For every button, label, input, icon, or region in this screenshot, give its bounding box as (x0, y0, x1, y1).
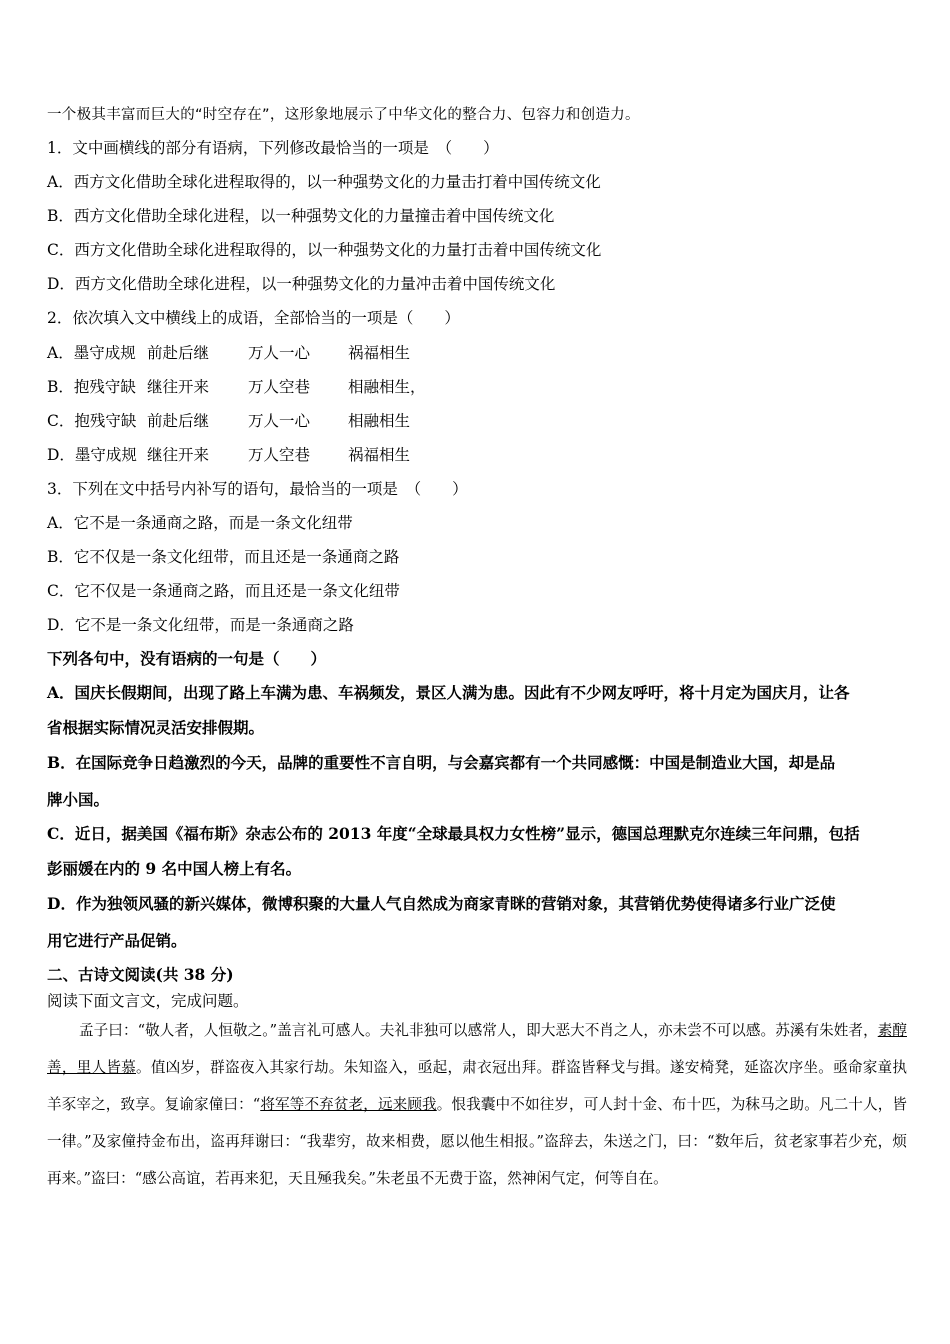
q3-stem: 3．下列在文中括号内补写的语句，最恰当的一项是 （ ） (47, 480, 468, 498)
q2-c-idiom-4: 相融相生 (348, 412, 411, 430)
q4-option-d-line2: 用它进行产品促销。 (47, 931, 187, 950)
q4-stem: 下列各句中，没有语病的一句是（ ） (47, 649, 327, 668)
q1-option-a: A．西方文化借助全球化进程取得的，以一种强势文化的力量击打着中国传统文化 (47, 173, 601, 191)
q4-option-b-line1: B．在国际竞争日趋激烈的今天，品牌的重要性不言自明，与会嘉宾都有一个共同感慨：中国是制造业大国，却是品 (47, 753, 836, 772)
q4-option-a-line1: A．国庆长假期间，出现了路上车满为患、车祸频发，景区人满为患。因此有不少网友呼吁，将十月定为国庆月，让各 (47, 683, 850, 702)
section-instruction: 阅读下面文言文，完成问题。 (47, 992, 249, 1010)
q2-option-d (47, 443, 410, 465)
passage-text-2: 。值凶岁，群盗夜入其家行劫。朱知盗入，亟起，肃衣冠出拜。群盗皆释戈与揖。遂安椅凳，延盗次序坐。亟命家童执羊豕宰之，致享。复谕家僮曰：“ (47, 1059, 907, 1113)
underlined-phrase-1: 素醇善，里人皆慕 (47, 1022, 907, 1076)
q4-option-c-line1: C．近日，据美国《福布斯》杂志公布的 2013 年度“全球最具权力女性榜”显示，德国总理默克尔连续三年问鼎，包括 (47, 824, 860, 843)
q2-option-b (47, 375, 426, 397)
q1-option-b: B．西方文化借助全球化进程，以一种强势文化的力量撞击着中国传统文化 (47, 207, 555, 225)
classical-passage (47, 1012, 907, 1197)
q2-option-c (47, 409, 410, 431)
q2-c-idiom-1: C．抱残守缺 (47, 412, 137, 430)
q2-option-a (47, 341, 410, 363)
q4-option-c-line2: 彭丽媛在内的 9 名中国人榜上有名。 (47, 859, 302, 878)
q3-option-a: A．它不是一条通商之路，而是一条文化纽带 (47, 514, 353, 532)
q2-c-idiom-3: 万人一心 (248, 412, 311, 430)
q3-option-c: C．它不仅是一条通商之路，而且还是一条文化纽带 (47, 582, 400, 600)
q2-a-idiom-1: A．墨守成规 (47, 344, 136, 362)
q2-a-idiom-2: 前赴后继 (147, 344, 210, 362)
q2-b-idiom-4: 相融相生， (348, 378, 426, 396)
q2-d-idiom-3: 万人空巷 (248, 446, 311, 464)
q2-b-idiom-3: 万人空巷 (248, 378, 311, 396)
q2-a-idiom-3: 万人一心 (248, 344, 311, 362)
q4-option-a-line2: 省根据实际情况灵活安排假期。 (47, 718, 265, 737)
q4-option-d-line1: D．作为独领风骚的新兴媒体，微博积聚的大量人气自然成为商家青眯的营销对象，其营销优势使得诸多行业广泛使 (47, 894, 836, 913)
q2-b-idiom-1: B．抱残守缺 (47, 378, 136, 396)
q1-stem: 1．文中画横线的部分有语病，下列修改最恰当的一项是 （ ） (47, 139, 499, 157)
underlined-phrase-2: 将军等不弃贫老，远来顾我 (260, 1096, 437, 1113)
q3-option-d: D．它不是一条文化纽带，而是一条通商之路 (47, 616, 354, 634)
passage-tail-line: 一个极其丰富而巨大的“时空存在”，这形象地展示了中华文化的整合力、包容力和创造力。 (47, 107, 640, 123)
passage-text-1: 孟子曰：“敬人者，人恒敬之。”盖言礼可感人。夫礼非独可以感常人，即大恶大不肖之人，亦未尝不可以感。苏溪有朱姓者， (79, 1022, 878, 1039)
section-title: 二、古诗文阅读(共 38 分) (47, 965, 234, 984)
q2-d-idiom-1: D．墨守成规 (47, 446, 137, 464)
q1-option-c: C．西方文化借助全球化进程取得的，以一种强势文化的力量打击着中国传统文化 (47, 241, 602, 259)
q1-option-d: D．西方文化借助全球化进程，以一种强势文化的力量冲击着中国传统文化 (47, 275, 556, 293)
q2-a-idiom-4: 祸福相生 (348, 344, 411, 362)
q2-b-idiom-2: 继往开来 (147, 378, 210, 396)
q2-stem: 2．依次填入文中横线上的成语，全部恰当的一项是（ ） (47, 309, 460, 327)
q2-d-idiom-4: 祸福相生 (348, 446, 411, 464)
q2-c-idiom-2: 前赴后继 (147, 412, 210, 430)
q3-option-b: B．它不仅是一条文化纽带，而且还是一条通商之路 (47, 548, 400, 566)
passage-text-3: 。恨我囊中不如往岁，可人封十金、布十匹，为秣马之助。凡二十人，皆一律。”及家僮持金布出，盗再拜谢曰：“我辈穷，故来相费，愿以他生相报。”盗辞去，朱送之门，曰：“数年后，贫老家事若少充，烦再来。”盗曰：“感公高谊，若再来犯，天且殛我矣。”朱老虽不无费于盗，然神闲气定，何等自在。 (47, 1096, 907, 1187)
q2-d-idiom-2: 继往开来 (147, 446, 210, 464)
q4-option-b-line2: 牌小国。 (47, 790, 110, 809)
